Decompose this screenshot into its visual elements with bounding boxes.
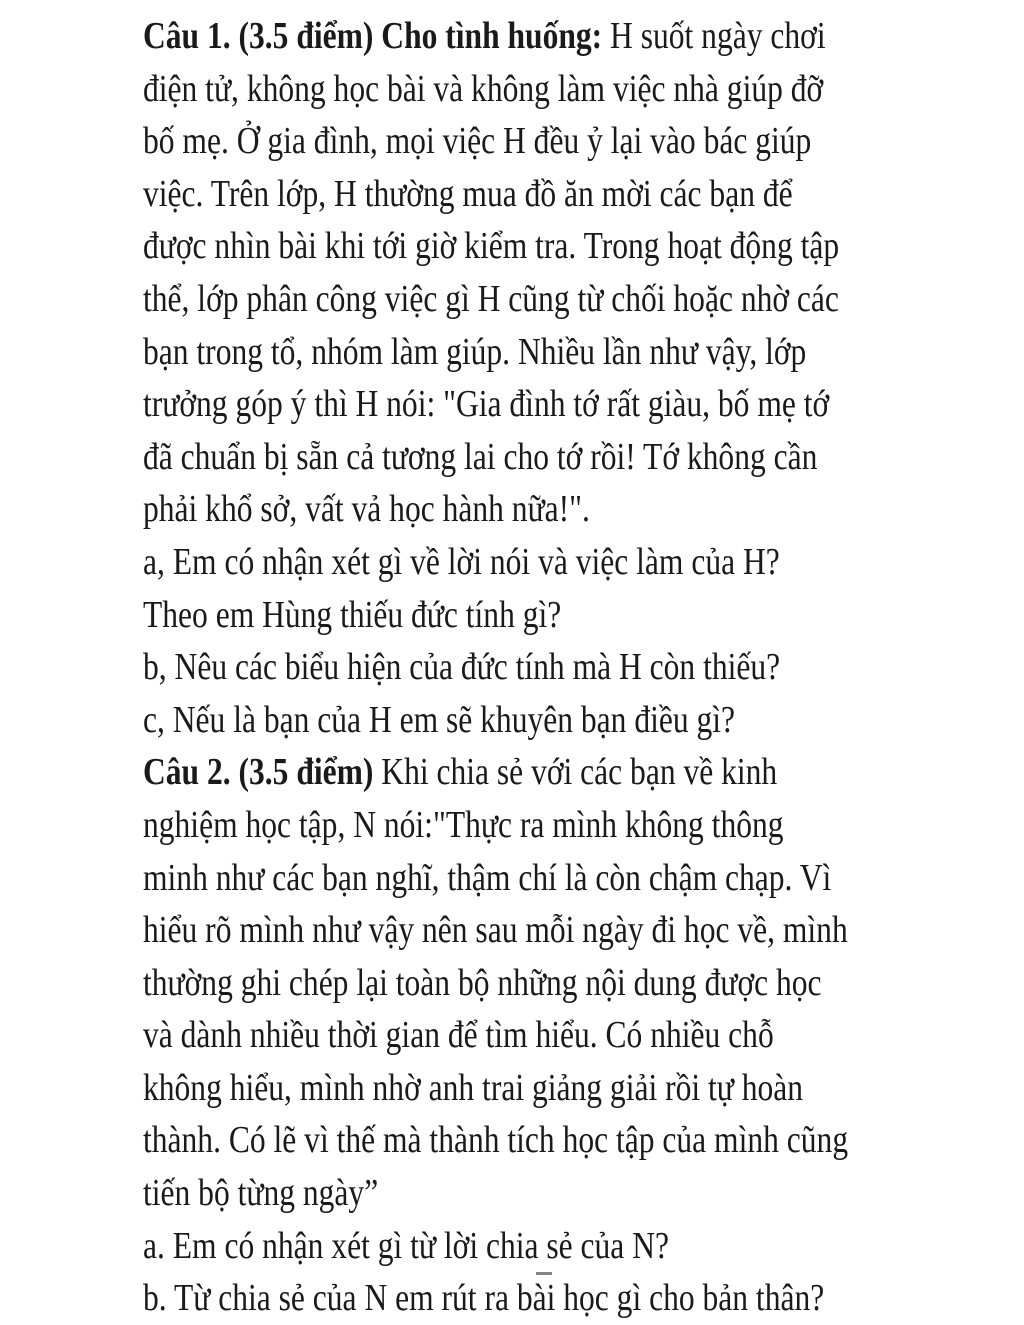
q1-line-4: việc. Trên lớp, H thường mua đồ ăn mời các bạn để [143, 172, 793, 215]
q2-line-2: nghiệm học tập, N nói:"Thực ra mình không thông [143, 803, 784, 846]
q1-line-3: bố mẹ. Ở gia đình, mọi việc H đều ỷ lại vào bác giúp [143, 120, 812, 163]
q1-line-2: điện tử, không học bài và không làm việc nhà giúp đỡ [143, 67, 824, 110]
q2-line-7: không hiểu, mình nhờ anh trai giảng giải rồi tự hoàn [143, 1066, 804, 1109]
q2-line-1: Câu 2. (3.5 điểm) Khi chia sẻ với các bạn về kinh [143, 751, 778, 794]
q1-line-5: được nhìn bài khi tới giờ kiểm tra. Trong hoạt động tập [143, 225, 840, 268]
q1-part-a-line-1: a, Em có nhận xét gì về lời nói và việc làm của H? [143, 540, 780, 583]
q1-part-a-line-2: Theo em Hùng thiếu đức tính gì? [143, 593, 562, 636]
q2-part-b: b. Từ chia sẻ của N em rút ra bài học gì cho bản thân? [143, 1277, 825, 1320]
cropped-text-remnant-bottom [536, 1272, 552, 1283]
q2-line-5: thường ghi chép lại toàn bộ những nội dung được học [143, 961, 822, 1004]
q2-line-9: tiến bộ từng ngày” [143, 1172, 379, 1215]
q1-heading: Câu 1. (3.5 điểm) Cho tình huống: [143, 15, 603, 57]
question-text [143, 10, 873, 1325]
q1-line-10: phải khổ sở, vất vả học hành nữa!". [143, 488, 590, 531]
q2-line-8: thành. Có lẽ vì thế mà thành tích học tập của mình cũng [143, 1119, 849, 1162]
q1-line-8: trưởng góp ý thì H nói: "Gia đình tớ rất giàu, bố mẹ tớ [143, 383, 830, 426]
q1-line-1: Câu 1. (3.5 điểm) Cho tình huống: H suốt ngày chơi [143, 15, 826, 57]
q2-line-4: hiểu rõ mình như vậy nên sau mỗi ngày đi học về, mình [143, 909, 848, 952]
q1-part-b: b, Nêu các biểu hiện của đức tính mà H còn thiếu? [143, 646, 781, 689]
q1-line-9: đã chuẩn bị sẵn cả tương lai cho tớ rồi! Tớ không cần [143, 435, 818, 478]
cropped-text-remnant-top [300, 0, 750, 7]
q2-heading: Câu 2. (3.5 điểm) [143, 751, 374, 794]
q1-line-6: thể, lớp phân công việc gì H cũng từ chối hoặc nhờ các [143, 277, 839, 320]
q2-line-6: và dành nhiều thời gian để tìm hiểu. Có nhiều chỗ [143, 1014, 774, 1057]
q2-line-3: minh như các bạn nghĩ, thậm chí là còn chậm chạp. Vì [143, 856, 832, 899]
q1-line-7: bạn trong tổ, nhóm làm giúp. Nhiều lần như vậy, lớp [143, 330, 807, 373]
q2-part-a: a. Em có nhận xét gì từ lời chia sẻ của N? [143, 1224, 669, 1267]
q1-part-c: c, Nếu là bạn của H em sẽ khuyên bạn điều gì? [143, 698, 736, 741]
